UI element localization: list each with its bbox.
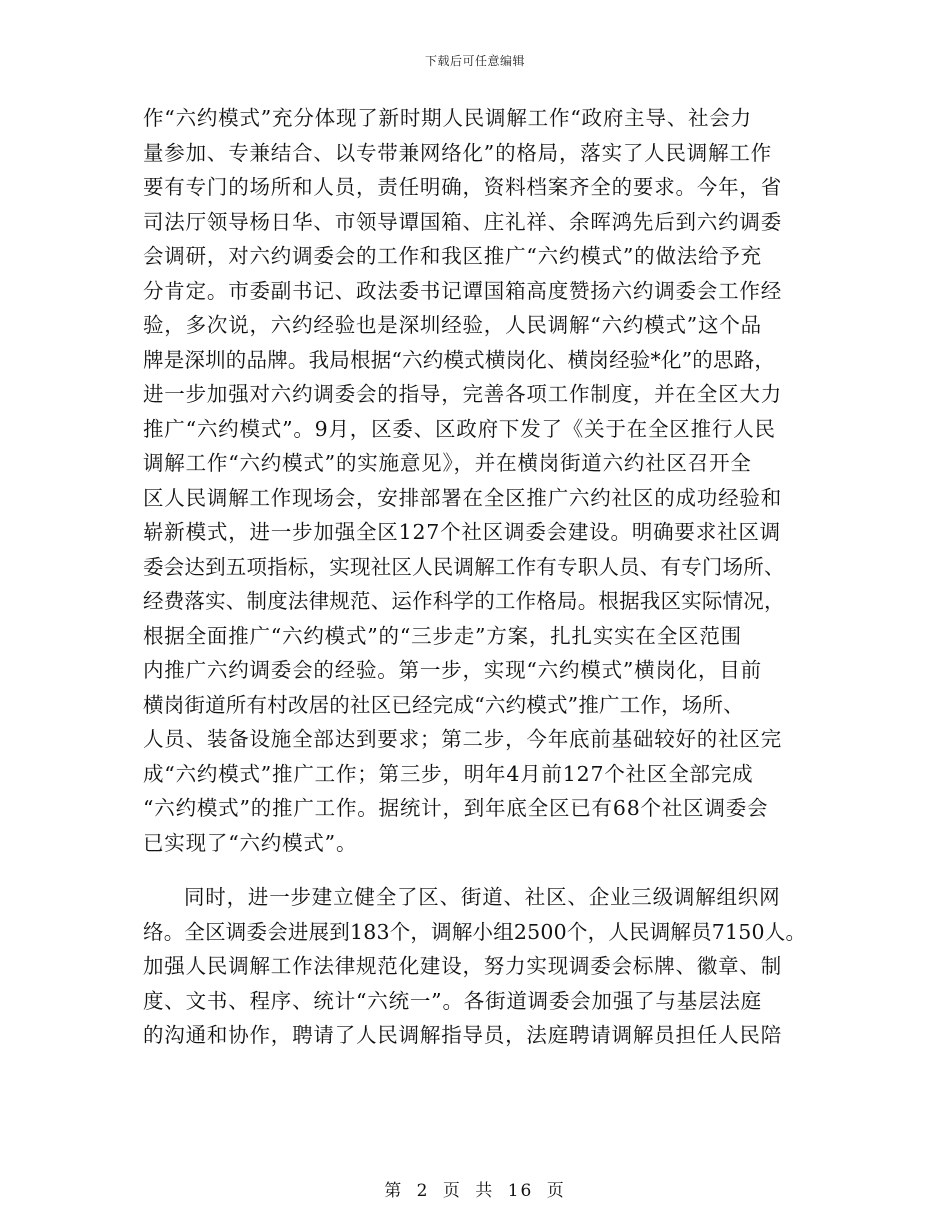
text-line: 加强人民调解工作法律规范化建设，努力实现调委会标牌、徽章、制	[143, 954, 782, 978]
text-line: 推广“六约模式”。9月，区委、区政府下发了《关于在全区推行人民	[143, 416, 776, 441]
text-line: 根据全面推广“六约模式”的“三步走”方案，扎扎实实在全区范围	[143, 623, 742, 648]
text-line: 区人民调解工作现场会，安排部署在全区推广六约社区的成功经验和	[143, 485, 782, 510]
text-line: 分肯定。市委副书记、政法委书记谭国箱高度赞扬六约调委会工作经	[143, 278, 782, 303]
text-line: 经费落实、制度法律规范、运作科学的工作格局。根据我区实际情况，	[143, 589, 785, 613]
text-line: 进一步加强对六约调委会的指导，完善各项工作制度，并在全区大力	[143, 382, 782, 406]
text-line: 牌是深圳的品牌。我局根据“六约模式横岗化、横岗经验*化”的思路，	[143, 347, 776, 372]
text-line: 络。全区调委会进展到183个，调解小组2500个，人民调解员7150人。	[143, 919, 807, 944]
text-line: 作“六约模式”充分体现了新时期人民调解工作“政府主导、社会力	[143, 106, 752, 130]
text-line: 要有专门的场所和人员，责任明确，资料档案齐全的要求。今年，省	[143, 175, 782, 199]
text-line: 验，多次说，六约经验也是深圳经验，人民调解“六约模式”这个品	[143, 313, 762, 337]
text-line: 内推广六约调委会的经验。第一步，实现“六约模式”横岗化，目前	[143, 658, 762, 682]
document-body	[143, 101, 823, 1053]
text-line: 的沟通和协作，聘请了人民调解指导员，法庭聘请调解员担任人民陪	[143, 1023, 782, 1047]
text-line: 横岗街道所有村改居的社区已经完成“六约模式”推广工作，场所、	[143, 692, 744, 717]
text-line: 已实现了“六约模式”。	[143, 830, 358, 855]
text-line: 度、文书、程序、统计“六统一”。各街道调委会加强了与基层法庭	[143, 988, 762, 1013]
text-line: 人员、装备设施全部达到要求；第二步，今年底前基础较好的社区完	[143, 727, 782, 751]
page-header: 下载后可任意编辑	[424, 54, 525, 68]
paragraph-1	[143, 101, 823, 860]
text-line: 委会达到五项指标，实现社区人民调解工作有专职人员、有专门场所、	[143, 554, 785, 579]
text-line: 成“六约模式”推广工作；第三步，明年4月前127个社区全部完成	[143, 761, 754, 786]
text-line: 崭新模式，进一步加强全区127个社区调委会建设。明确要求社区调	[143, 520, 781, 544]
paragraph-2	[143, 880, 823, 1053]
text-line: 司法厅领导杨日华、市领导谭国箱、庄礼祥、余晖鸿先后到六约调委	[143, 209, 782, 234]
text-line: 会调研，对六约调委会的工作和我区推广“六约模式”的做法给予充	[143, 244, 762, 268]
page-footer: 第 2 页 共 16 页	[384, 1181, 566, 1201]
text-line: 同时，进一步建立健全了区、街道、社区、企业三级调解组织网	[184, 885, 781, 909]
text-line: 量参加、专兼结合、以专带兼网络化”的格局，落实了人民调解工作	[143, 140, 772, 165]
text-line: “六约模式”的推广工作。据统计，到年底全区已有68个社区调委会	[143, 796, 769, 820]
text-line: 调解工作“六约模式”的实施意见》，并在横岗街道六约社区召开全	[143, 451, 752, 475]
